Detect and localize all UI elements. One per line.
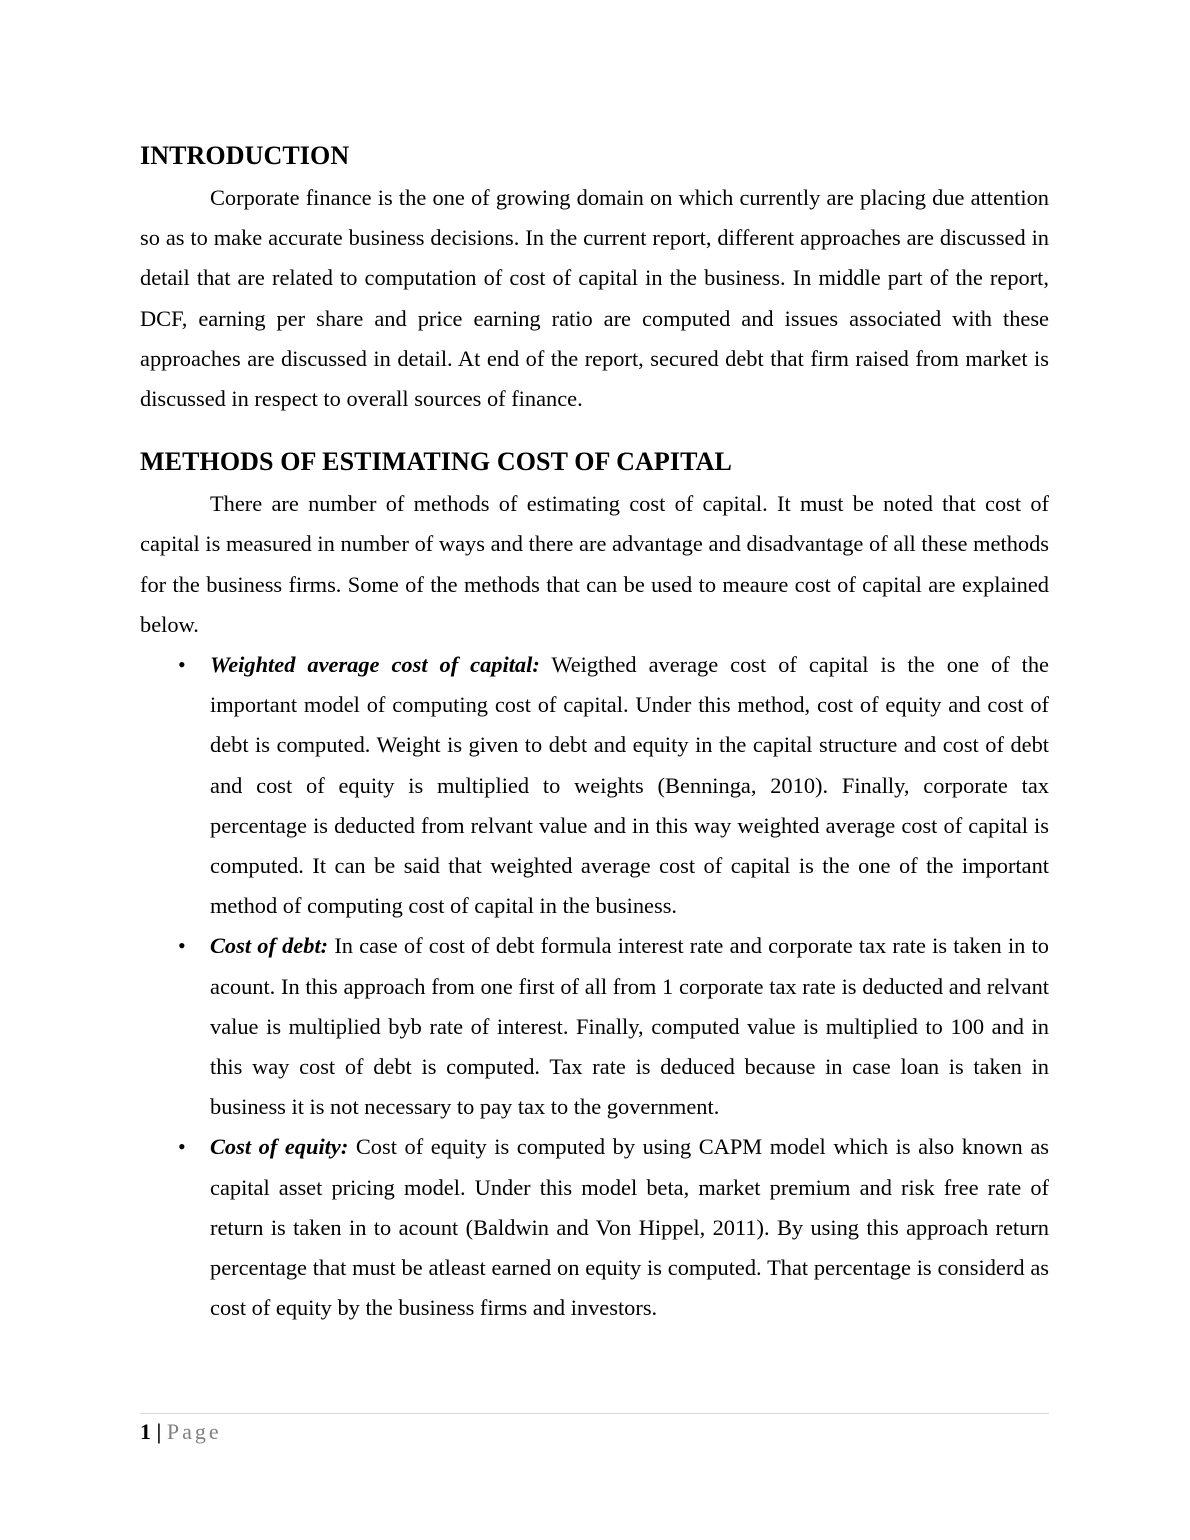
list-item-cost-of-debt <box>140 926 1049 1127</box>
footer-separator: | <box>156 1419 162 1444</box>
list-item-text: Cost of equity is computed by using CAPM model which is also known as capital asset pricing model. Under this model beta, market premium and risk free rate of return is taken in to acount (Baldwin and Von Hippel, 2011). By using this approach return percentage that must be atleast earned on equity is computed. That percentage is considerd as cost of equity by the business firms and investors. <box>210 1134 1049 1321</box>
list-item-wacc <box>140 645 1049 926</box>
list-item-text: In case of cost of debt formula interest rate and corporate tax rate is taken in to acount. In this approach from one first of all from 1 corporate tax rate is deducted and relvant value is multiplied byb rate of interest. Finally, computed value is multiplied to 100 and in this way cost of debt is computed. Tax rate is deduced because in case loan is taken in business it is not necessary to pay tax to the government. <box>210 933 1049 1120</box>
list-item-term: Weighted average cost of capital: <box>210 652 540 678</box>
bullet-icon: • <box>178 1134 186 1160</box>
introduction-heading: INTRODUCTION <box>140 141 350 170</box>
introduction-paragraph: Corporate finance is the one of growing domain on which currently are placing due attention so as to make accurate business decisions. In the current report, different approaches are discussed in detail that are related to computation of cost of capital in the business. In middle part of the report, DCF, earning per share and price earning ratio are computed and issues associated with these approaches are discussed in detail. At end of the report, secured debt that firm raised from market is discussed in respect to overall sources of finance. <box>140 185 1049 412</box>
list-item-text: Weigthed average cost of capital is the one of the important model of computing cost of capital. Under this method, cost of equity and cost of debt is computed. Weight is given to debt and equity in the capital structure and cost of debt and cost of equity is multiplied to weights (Benninga, 2010). Finally, corporate tax percentage is deducted from relvant value and in this way weighted average cost of capital is computed. It can be said that weighted average cost of capital is the one of the important method of computing cost of capital in the business. <box>210 652 1049 919</box>
list-item-term: Cost of equity: <box>210 1134 349 1160</box>
methods-heading: METHODS OF ESTIMATING COST OF CAPITAL <box>140 447 732 477</box>
bullet-icon: • <box>178 652 186 678</box>
bullet-icon: • <box>178 933 186 959</box>
page-footer <box>140 1413 1049 1446</box>
page-number: 1 <box>140 1419 151 1444</box>
list-item-term: Cost of debt: <box>210 933 329 959</box>
methods-paragraph: There are number of methods of estimating cost of capital. It must be noted that cost of capital is measured in number of ways and there are advantage and disadvantage of all these methods for the business firms. Some of the methods that can be used to meaure cost of capital are explained below. <box>140 491 1049 637</box>
page-content <box>140 138 1049 1328</box>
list-item-cost-of-equity <box>140 1127 1049 1328</box>
methods-list <box>140 645 1049 1328</box>
page-label: Page <box>166 1419 222 1444</box>
